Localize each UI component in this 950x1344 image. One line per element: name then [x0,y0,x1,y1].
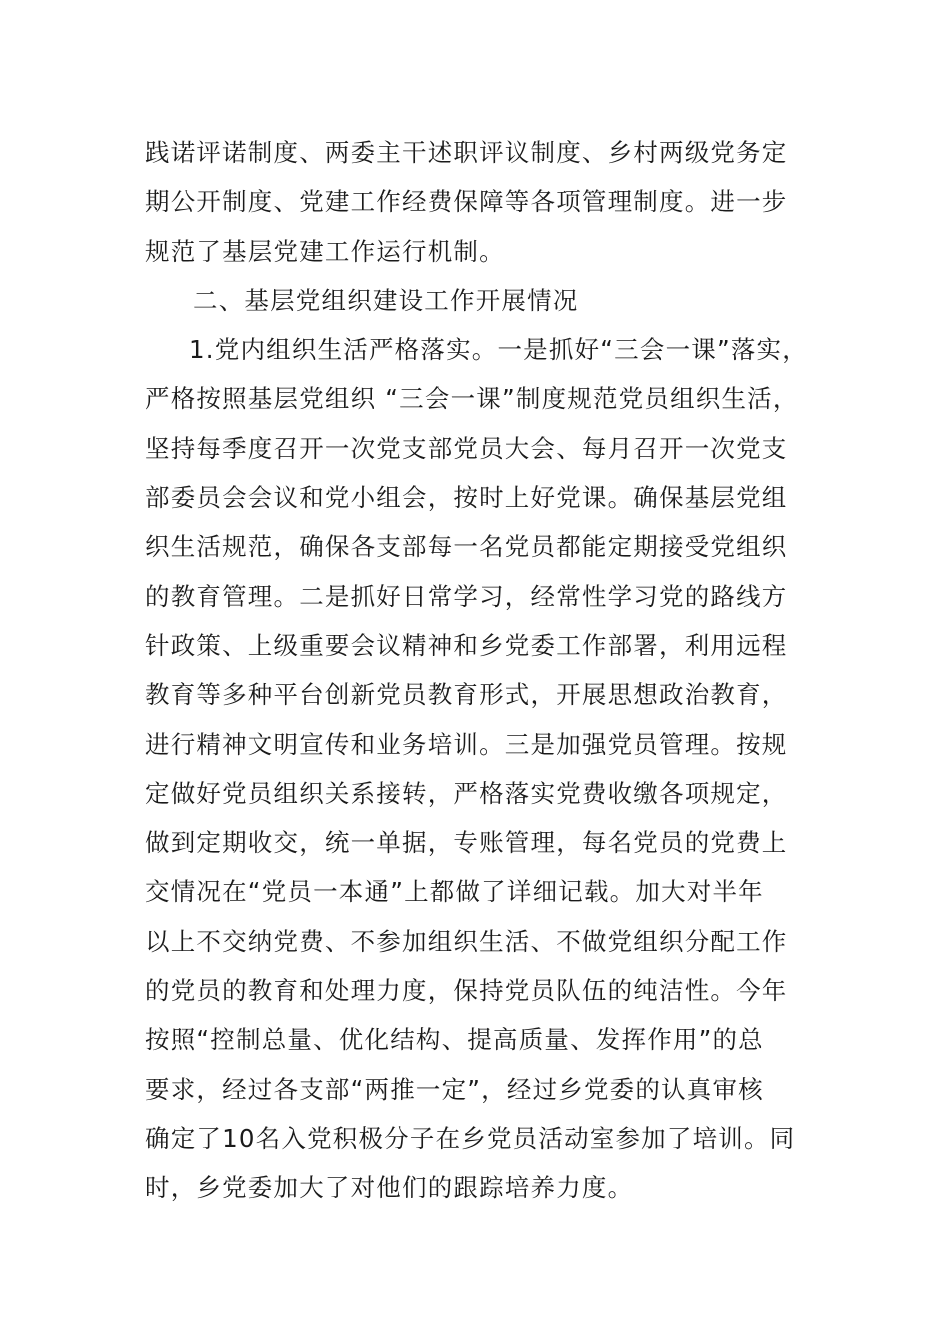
paragraph-first-line: 1.党内组织生活严格落实。一是抓好“三会一课”落实， [189,335,808,365]
text-line: 时，乡党委加大了对他们的跟踪培养力度。 [145,1173,634,1203]
text-line: 践诺评诺制度、两委主干述职评议制度、乡村两级党务定 [145,138,788,167]
text-line: 确定了10名入党积极分子在乡党员活动室参加了培训。同 [145,1123,796,1153]
document-body [145,128,815,1213]
section-heading: 二、基层党组织建设工作开展情况 [193,285,579,315]
text-line: 教育等多种平台创新党员教育形式，开展思想政治教育， [145,680,788,710]
text-line: 期公开制度、党建工作经费保障等各项管理制度。进一步 [145,187,788,217]
text-line: 规范了基层党建工作运行机制。 [145,236,505,266]
text-line: 定做好党员组织关系接转，严格落实党费收缴各项规定， [145,778,788,808]
text-line: 针政策、上级重要会议精神和乡党委工作部署，利用远程 [145,630,788,660]
text-line: 交情况在“党员一本通”上都做了详细记载。加大对半年 [145,877,764,907]
text-line: 严格按照基层党组织 “三会一课”制度规范党员组织生活， [145,384,799,414]
text-line: 按照“控制总量、优化结构、提高质量、发挥作用”的总 [145,1025,764,1055]
text-line: 部委员会会议和党小组会，按时上好党课。确保基层党组 [145,483,788,513]
text-line: 的教育管理。二是抓好日常学习，经常性学习党的路线方 [145,581,788,611]
text-line: 要求，经过各支部“两推一定”，经过乡党委的认真审核 [145,1074,764,1104]
text-line: 进行精神文明宣传和业务培训。三是加强党员管理。按规 [145,729,788,759]
text-line: 以上不交纳党费、不参加组织生活、不做党组织分配工作 [145,926,788,956]
text-line: 坚持每季度召开一次党支部党员大会、每月召开一次党支 [145,433,788,463]
text-line: 做到定期收交，统一单据，专账管理，每名党员的党费上 [145,828,788,858]
text-line: 织生活规范，确保各支部每一名党员都能定期接受党组织 [145,532,788,562]
text-line: 的党员的教育和处理力度，保持党员队伍的纯洁性。今年 [145,976,788,1006]
